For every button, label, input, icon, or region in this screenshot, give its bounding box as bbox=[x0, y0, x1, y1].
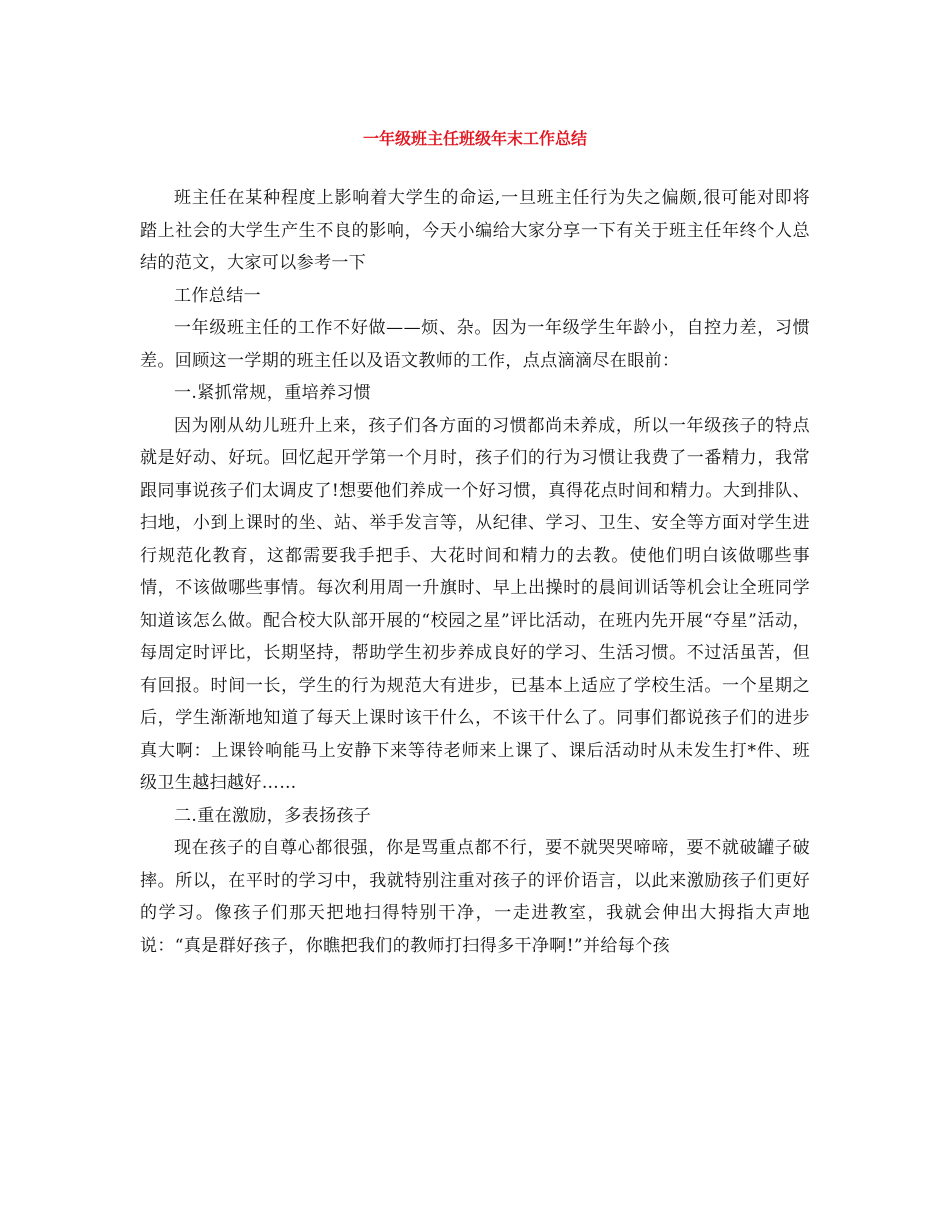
document-title: 一年级班主任班级年末工作总结 bbox=[362, 129, 587, 148]
body-paragraph: 因为刚从幼儿班升上来，孩子们各方面的习惯都尚未养成，所以一年级孩子的特点就是好动、好玩。回忆起开学第一个月时，孩子们的行为习惯让我费了一番精力，我常跟同事说孩子们太调皮了!想要他们养成一个好习惯，真得花点时间和精力。大到排队、扫地，小到上课时的坐、站、举手发言等，从纪律、学习、卫生、安全等方面对学生进行规范化教育，这都需要我手把手、大花时间和精力的去教。使他们明白该做哪些事情，不该做哪些事情。每次利用周一升旗时、早上出操时的晨间训话等机会让全班同学知道该怎么做。配合校大队部开展的“校园之星”评比活动，在班内先开展“夺星”活动，每周定时评比，长期坚持，帮助学生初步养成良好的学习、生活习惯。不过活虽苦，但有回报。时间一长，学生的行为规范大有进步，已基本上适应了学校生活。一个星期之后，学生渐渐地知道了每天上课时该干什么，不该干什么了。同事们都说孩子们的进步真大啊：上课铃响能马上安静下来等待老师来上课了、课后活动时从未发生打*件、班级卫生越扫越好…… bbox=[140, 415, 810, 793]
section-heading: 二.重在激励，多表扬孩子 bbox=[174, 805, 372, 826]
intro-paragraph: 班主任在某种程度上影响着大学生的命运,一旦班主任行为失之偏颇,很可能对即将踏上社会的大学生产生不良的影响，今天小编给大家分享一下有关于班主任年终个人总结的范文，大家可以参考一下 bbox=[140, 188, 810, 273]
body-paragraph: 一年级班主任的工作不好做——烦、杂。因为一年级学生年龄小，自控力差，习惯差。回顾这一学期的班主任以及语文教师的工作，点点滴滴尽在眼前： bbox=[140, 318, 810, 371]
document-body bbox=[140, 182, 810, 962]
section-heading: 工作总结一 bbox=[174, 285, 261, 306]
section-heading: 一.紧抓常规，重培养习惯 bbox=[174, 383, 372, 403]
body-paragraph: 现在孩子的自尊心都很强，你是骂重点都不行，要不就哭哭啼啼，要不就破罐子破摔。所以，在平时的学习中，我就特别注重对孩子的评价语言，以此来激励孩子们更好的学习。像孩子们那天把地扫得特别干净，一走进教室，我就会伸出大拇指大声地说：“真是群好孩子，你瞧把我们的教师打扫得多干净啊!”并给每个孩 bbox=[140, 838, 810, 956]
